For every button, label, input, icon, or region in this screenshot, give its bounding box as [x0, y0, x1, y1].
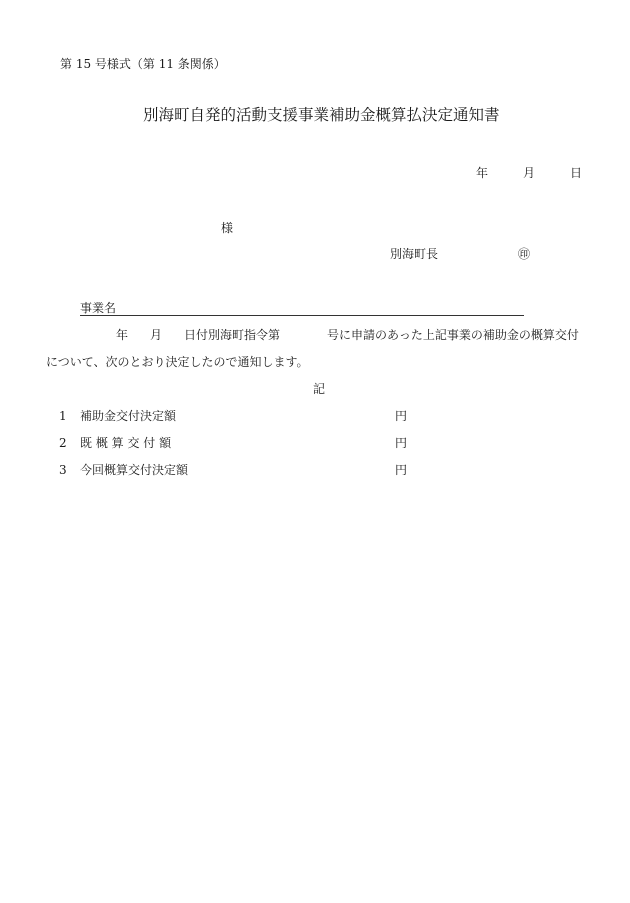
body-clause-end: 号に申請のあった上記事業の補助金の概算交付 — [327, 328, 579, 342]
form-number: 第 15 号様式（第 11 条関係） — [60, 57, 226, 71]
item-unit: 円 — [395, 463, 408, 477]
body-line-2: について、次のとおり決定したので通知します。 — [46, 355, 309, 369]
date-year: 年 — [476, 166, 489, 180]
document-title: 別海町自発的活動支援事業補助金概算払決定通知書 — [143, 106, 500, 124]
sender-title: 別海町長 — [390, 247, 439, 261]
project-name-line — [80, 315, 524, 316]
item-unit: 円 — [395, 436, 408, 450]
item-number: 3 — [59, 463, 67, 477]
project-name-label: 事業名 — [80, 301, 117, 315]
item-label: 既 概 算 交 付 額 — [80, 436, 172, 450]
date-month: 月 — [523, 166, 536, 180]
body-month: 月 — [150, 328, 163, 342]
item-number: 2 — [59, 436, 67, 450]
item-number: 1 — [59, 409, 67, 423]
body-day-prefix: 日付別海町指令第 — [184, 328, 281, 342]
item-unit: 円 — [395, 409, 408, 423]
recipient-honorific: 様 — [221, 221, 234, 235]
body-year: 年 — [116, 328, 129, 342]
note-heading: 記 — [313, 382, 326, 396]
item-label: 今回概算交付決定額 — [80, 463, 189, 477]
item-label: 補助金交付決定額 — [80, 409, 177, 423]
seal-mark: ㊞ — [518, 247, 531, 261]
date-day: 日 — [570, 166, 583, 180]
